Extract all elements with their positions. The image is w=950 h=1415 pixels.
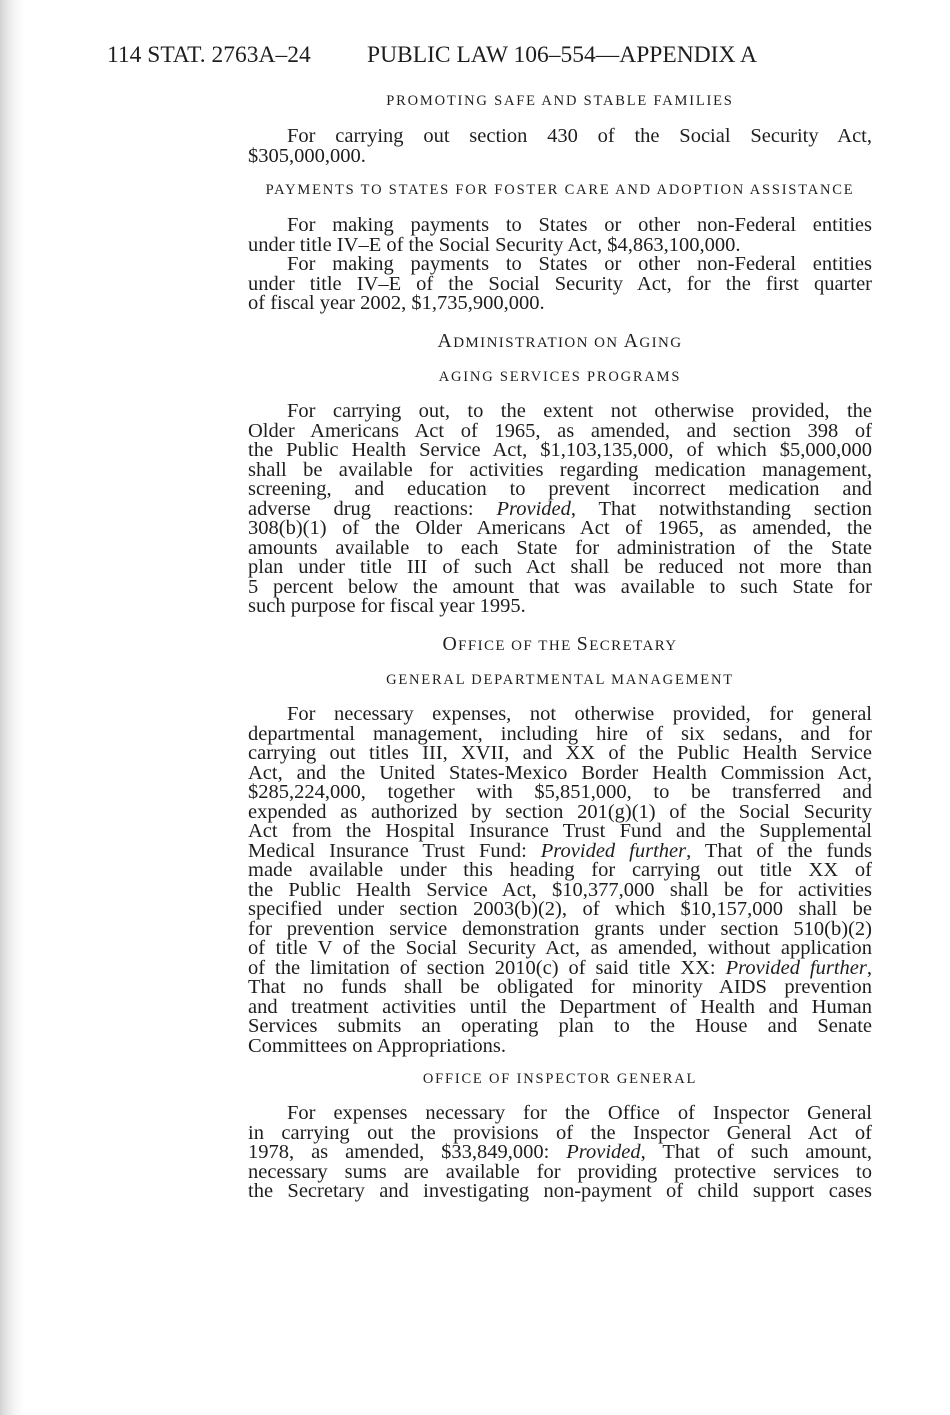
agency-heading — [248, 635, 872, 657]
text-line: of title V of the Social Security Act, as amended, without application — [248, 937, 872, 959]
text-line — [248, 1143, 872, 1163]
text-run: adverse drug reactions: — [248, 497, 497, 520]
text-line: under title IV–E of the Social Security Act, for the first quarter — [248, 272, 872, 295]
text-line: under title IV–E of the Social Security Act, $4,863,100,000. — [248, 233, 741, 256]
text-line: That no funds shall be obligated for minority AIDS prevention — [248, 976, 872, 998]
heading-word: AGING — [623, 330, 683, 352]
text-line: For carrying out section 430 of the Social Security Act, — [287, 125, 872, 147]
text-line: for prevention service demonstration grants under section 510(b)(2) — [248, 917, 872, 940]
text-line: Committees on Appropriations. — [248, 1034, 506, 1057]
text-line: plan under title III of such Act shall be reduced not more than — [248, 556, 872, 578]
paragraph — [248, 1104, 872, 1202]
heading-word: OF — [511, 638, 534, 654]
text-line: Older Americans Act of 1965, as amended, and section 398 of — [248, 419, 872, 442]
italic-proviso: Provided — [496, 497, 571, 520]
text-line: Act from the Hospital Insurance Trust Fund and the Supplemental — [248, 820, 872, 842]
text-line: in carrying out the provisions of the Inspector General Act of — [248, 1121, 872, 1144]
text-line: For making payments to States or other non-Federal entities — [287, 214, 872, 236]
text-line: such purpose for fiscal year 1995. — [248, 595, 526, 617]
text-line: the Secretary and investigating non-payment of child support cases — [248, 1180, 872, 1202]
text-run: Medical Insurance Trust Fund: — [248, 839, 541, 862]
stat-reference: 114 STAT. 2763A–24 — [107, 42, 311, 68]
text-line: expended as authorized by section 201(g)(1) of the Social Security — [248, 800, 872, 823]
paragraph — [248, 402, 872, 617]
text-line: For necessary expenses, not otherwise provided, for general — [287, 703, 872, 725]
agency-heading — [248, 332, 872, 354]
text-line: carrying out titles III, XVII, and XX of the Public Health Service — [248, 742, 872, 764]
heading-word: ON — [594, 335, 619, 351]
paragraph — [248, 216, 872, 255]
text-run: , That of the funds — [686, 839, 873, 862]
text-line: of fiscal year 2002, $1,735,900,000. — [248, 292, 545, 314]
italic-proviso: Provided further — [725, 956, 867, 979]
section-heading: GENERAL DEPARTMENTAL MANAGEMENT — [386, 672, 734, 688]
text-line: amounts available to each State for administration of the State — [248, 536, 872, 559]
section-heading: PAYMENTS TO STATES FOR FOSTER CARE AND ADOPTION ASSISTANCE — [265, 182, 855, 198]
text-line: $305,000,000. — [248, 144, 366, 167]
section-heading: OFFICE OF INSPECTOR GENERAL — [422, 1071, 698, 1087]
section-heading: PROMOTING SAFE AND STABLE FAMILIES — [386, 93, 734, 109]
heading-word: THE — [538, 638, 572, 654]
text-line: the Public Health Service Act, $1,103,135,000, of which $5,000,000 — [248, 439, 872, 461]
italic-proviso: Provided further — [540, 839, 687, 862]
text-line: screening, and education to prevent incorrect medication and — [248, 478, 872, 500]
text-run: , That of such amount, — [640, 1141, 872, 1163]
paragraph — [248, 705, 872, 1056]
text-line: For expenses necessary for the Office of Inspector General — [287, 1102, 872, 1124]
text-line: $285,224,000, together with $5,851,000, to be transferred and — [248, 781, 872, 803]
text-line: 308(b)(1) of the Older Americans Act of 1965, as amended, the — [248, 517, 872, 539]
text-line: Services submits an operating plan to the House and Senate — [248, 1015, 872, 1037]
text-line: For making payments to States or other non-Federal entities — [287, 253, 872, 275]
paragraph — [248, 127, 872, 166]
text-line: Act, and the United States-Mexico Border Health Commission Act, — [248, 761, 872, 784]
section-heading: AGING SERVICES PROGRAMS — [438, 369, 682, 385]
text-line: the Public Health Service Act, $10,377,000 shall be for activities — [248, 878, 872, 901]
heading-word: OFFICE — [442, 633, 506, 655]
text-line: and treatment activities until the Department of Health and Human — [248, 995, 872, 1018]
text-run: of the limitation of section 2010(c) of said title XX: — [248, 956, 726, 979]
text-run: , — [866, 956, 873, 979]
scan-edge-shadow — [0, 0, 24, 1415]
text-run: , That notwithstanding section — [570, 497, 872, 520]
paragraph — [248, 255, 872, 314]
text-line: specified under section 2003(b)(2), of which $10,157,000 shall be — [248, 898, 872, 920]
text-line: departmental management, including hire of six sedans, and for — [248, 722, 872, 745]
text-line: shall be available for activities regarding medication management, — [248, 458, 872, 481]
text-line: For carrying out, to the extent not otherwise provided, the — [287, 400, 872, 422]
text-line: 5 percent below the amount that was available to such State for — [248, 575, 872, 598]
italic-proviso: Provided — [566, 1141, 641, 1163]
text-run: 1978, as amended, $33,849,000: — [248, 1141, 567, 1163]
heading-word: ADMINISTRATION — [437, 330, 589, 352]
text-line: made available under this heading for carrying out title XX of — [248, 859, 872, 881]
text-line: necessary sums are available for providing protective services to — [248, 1160, 872, 1183]
law-title: PUBLIC LAW 106–554—APPENDIX A — [367, 42, 758, 68]
heading-word: SECRETARY — [576, 633, 678, 655]
